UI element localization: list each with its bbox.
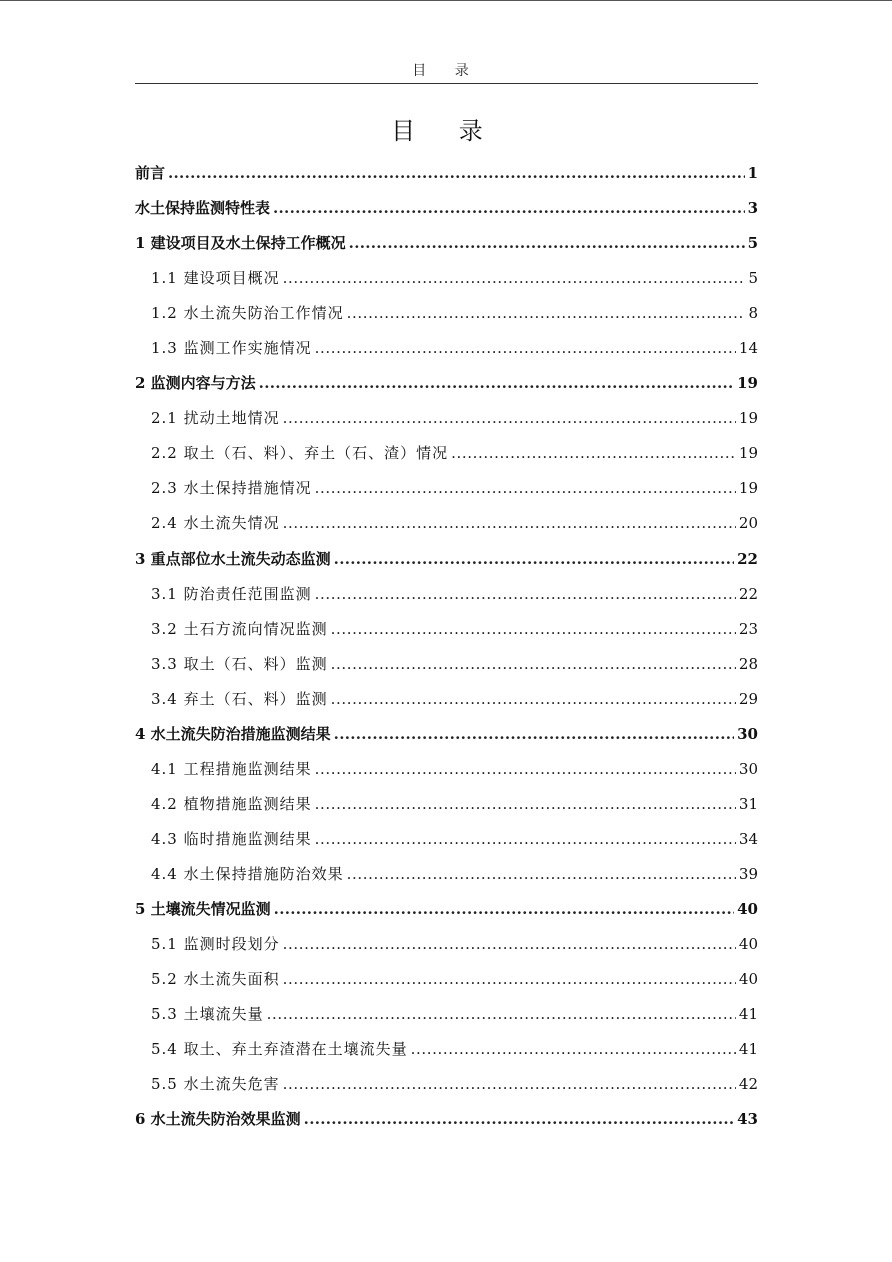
toc-entry-title: 1.2 水土流失防治工作情况 — [151, 304, 344, 323]
toc-entry-title: 2.3 水土保持措施情况 — [151, 479, 312, 498]
toc-entry-title: 2.1 扰动土地情况 — [151, 409, 280, 428]
toc-entry-title: 5.1 监测时段划分 — [151, 935, 280, 954]
toc-entry-title: 4.2 植物措施监测结果 — [151, 794, 312, 813]
toc-dot-leader — [451, 436, 736, 471]
toc-dot-leader — [315, 822, 736, 857]
toc-entry-title: 3.1 防治责任范围监测 — [151, 584, 312, 603]
toc-entry-title: 4.4 水土保持措施防治效果 — [151, 864, 344, 883]
toc-section-entry[interactable] — [135, 261, 758, 296]
running-header: 目 录 — [135, 60, 758, 84]
toc-dot-leader — [315, 752, 736, 787]
toc-entry-title: 4.1 工程措施监测结果 — [151, 759, 312, 778]
toc-dot-leader — [349, 226, 745, 261]
toc-dot-leader — [347, 296, 746, 331]
toc-dot-leader — [283, 927, 736, 962]
toc-dot-leader — [347, 857, 736, 892]
toc-section-entry[interactable] — [135, 682, 758, 717]
toc-entry-title: 5.2 水土流失面积 — [151, 970, 280, 989]
toc-page-number: 41 — [738, 1040, 758, 1059]
toc-dot-leader — [411, 1032, 736, 1067]
toc-page-number: 29 — [738, 689, 758, 708]
toc-entry-title: 前言 — [135, 164, 166, 182]
toc-entry-title: 3 重点部位水土流失动态监测 — [135, 549, 331, 568]
toc-dot-leader — [304, 1102, 734, 1137]
toc-section-entry[interactable] — [135, 997, 758, 1032]
toc-dot-leader — [315, 787, 736, 822]
toc-page-number: 30 — [737, 724, 758, 743]
toc-section-entry[interactable] — [135, 506, 758, 541]
toc-dot-leader — [283, 1067, 736, 1102]
toc-dot-leader — [274, 892, 734, 927]
toc-chapter-entry[interactable] — [135, 717, 758, 752]
toc-page-number: 19 — [738, 409, 758, 428]
page-title: 目 录 — [391, 117, 501, 145]
toc-page-number: 5 — [748, 269, 758, 288]
toc-section-entry[interactable] — [135, 612, 758, 647]
toc-entry-title: 2.2 取土（石、料）、弃土（石、渣）情况 — [151, 444, 449, 463]
toc-entry-title: 5 土壤流失情况监测 — [135, 899, 271, 918]
toc-chapter-entry[interactable] — [135, 226, 758, 261]
toc-section-entry[interactable] — [135, 436, 758, 471]
toc-page-number: 42 — [738, 1075, 758, 1094]
toc-section-entry[interactable] — [135, 471, 758, 506]
toc-page-number: 41 — [738, 1005, 758, 1024]
toc-dot-leader — [315, 471, 736, 506]
toc-page-number: 20 — [738, 514, 758, 533]
toc-section-entry[interactable] — [135, 822, 758, 857]
toc-section-entry[interactable] — [135, 1067, 758, 1102]
toc-chapter-entry[interactable] — [135, 191, 758, 226]
toc-entry-title: 4.3 临时措施监测结果 — [151, 829, 312, 848]
toc-section-entry[interactable] — [135, 962, 758, 997]
toc-dot-leader — [283, 261, 746, 296]
toc-entry-title: 1.1 建设项目概况 — [151, 269, 280, 288]
toc-entry-title: 5.3 土壤流失量 — [151, 1005, 264, 1024]
toc-section-entry[interactable] — [135, 1032, 758, 1067]
toc-page-number: 5 — [747, 234, 758, 253]
toc-chapter-entry[interactable] — [135, 1102, 758, 1137]
toc-page-number: 31 — [738, 794, 758, 813]
toc-dot-leader — [315, 331, 736, 366]
toc-section-entry[interactable] — [135, 577, 758, 612]
toc-section-entry[interactable] — [135, 787, 758, 822]
toc-entry-title: 3.4 弃土（石、料）监测 — [151, 689, 328, 708]
toc-entry-title: 5.5 水土流失危害 — [151, 1075, 280, 1094]
toc-dot-leader — [334, 717, 734, 752]
toc-entry-title: 1.3 监测工作实施情况 — [151, 339, 312, 358]
toc-page-number: 40 — [738, 935, 758, 954]
toc-dot-leader — [168, 156, 745, 191]
toc-page-number: 23 — [738, 619, 758, 638]
toc-dot-leader — [259, 366, 734, 401]
toc-section-entry[interactable] — [135, 401, 758, 436]
toc-page-number: 34 — [738, 829, 758, 848]
toc-dot-leader — [267, 997, 736, 1032]
toc-page-number: 40 — [738, 970, 758, 989]
toc-page-number: 22 — [738, 584, 758, 603]
toc-section-entry[interactable] — [135, 752, 758, 787]
toc-entry-title: 2 监测内容与方法 — [135, 374, 256, 393]
table-of-contents — [135, 156, 758, 1137]
toc-dot-leader — [331, 682, 736, 717]
toc-chapter-entry[interactable] — [135, 542, 758, 577]
toc-entry-title: 水土保持监测特性表 — [135, 199, 271, 218]
toc-page-number: 19 — [738, 479, 758, 498]
toc-dot-leader — [331, 612, 736, 647]
toc-entry-title: 3.3 取土（石、料）监测 — [151, 654, 328, 673]
toc-page-number: 14 — [738, 339, 758, 358]
toc-page-number: 19 — [737, 374, 758, 393]
toc-section-entry[interactable] — [135, 331, 758, 366]
toc-page-number: 30 — [738, 759, 758, 778]
toc-dot-leader — [273, 191, 745, 226]
toc-entry-title: 1 建设项目及水土保持工作概况 — [135, 234, 346, 253]
toc-section-entry[interactable] — [135, 296, 758, 331]
toc-entry-title: 6 水土流失防治效果监测 — [135, 1110, 301, 1129]
toc-entry-title: 5.4 取土、弃土弃渣潜在土壤流失量 — [151, 1040, 408, 1059]
toc-page-number: 40 — [737, 899, 758, 918]
toc-page-number: 43 — [737, 1110, 758, 1129]
toc-section-entry[interactable] — [135, 647, 758, 682]
toc-page-number: 8 — [748, 304, 758, 323]
toc-page-number: 3 — [747, 199, 758, 218]
toc-chapter-entry[interactable] — [135, 366, 758, 401]
toc-page-number: 22 — [737, 549, 758, 568]
toc-page-number: 1 — [747, 164, 758, 182]
toc-chapter-entry[interactable] — [135, 892, 758, 927]
toc-page-number: 19 — [738, 444, 758, 463]
toc-page-number: 39 — [738, 864, 758, 883]
toc-entry-title: 3.2 土石方流向情况监测 — [151, 619, 328, 638]
toc-chapter-entry[interactable] — [135, 156, 758, 191]
toc-dot-leader — [315, 577, 736, 612]
toc-dot-leader — [283, 506, 736, 541]
toc-dot-leader — [283, 962, 736, 997]
toc-page-number: 28 — [738, 654, 758, 673]
page-top-border — [0, 0, 892, 1]
toc-section-entry[interactable] — [135, 857, 758, 892]
toc-dot-leader — [334, 542, 734, 577]
toc-dot-leader — [283, 401, 736, 436]
toc-entry-title: 2.4 水土流失情况 — [151, 514, 280, 533]
toc-dot-leader — [331, 647, 736, 682]
toc-section-entry[interactable] — [135, 927, 758, 962]
toc-entry-title: 4 水土流失防治措施监测结果 — [135, 724, 331, 743]
